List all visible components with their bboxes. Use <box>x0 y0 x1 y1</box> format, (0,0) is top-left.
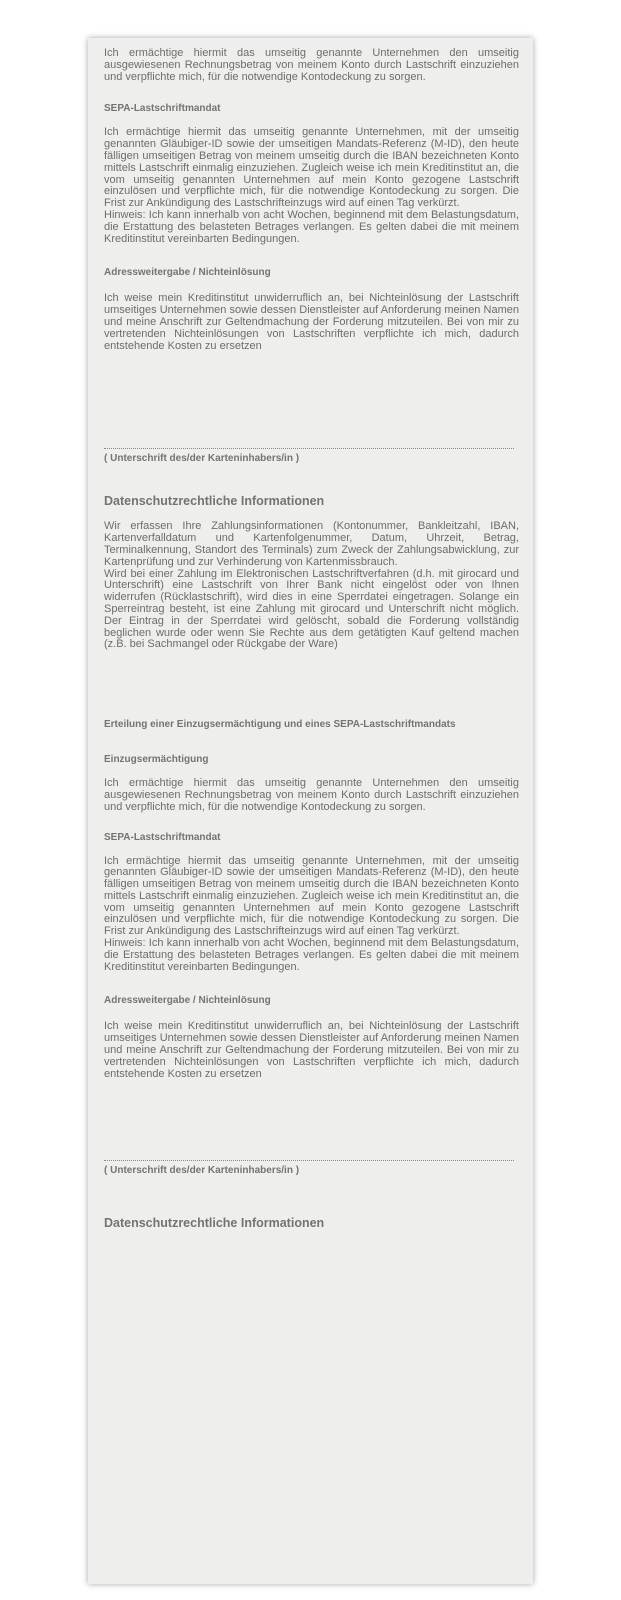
privacy-title-2: Datenschutzrechtliche Informationen <box>104 1216 325 1231</box>
hinweis-text-1: Hinweis: Ich kann innerhalb von acht Wochen, beginnend mit dem Belastungsdatum, die Erstattung des belasteten Betrages verlangen. Es gelten dabei die mit meinem Kreditinstitut vereinbarten Bedingungen. <box>104 208 519 245</box>
privacy-text-1a: Wir erfassen Ihre Zahlungsinformationen (Kontonummer, Bankleitzahl, IBAN, Kartenverfalldatum und Kartenfolgenummer, Datum, Uhrzeit, Betrag, Terminalkennung, Standort des Terminals) zum Zweck der Zahlungsabwicklung, zur Kartenprüfung und zur Verhinderung von Kartenmissbrauch. <box>104 520 519 568</box>
hinweis-text-2: Hinweis: Ich kann innerhalb von acht Wochen, beginnend mit dem Belastungsdatum, die Erstattung des belasteten Betrages verlangen. Es gelten dabei die mit meinem Kreditinstitut vereinbarten Bedingungen. <box>104 937 519 973</box>
einzug-text-1: Ich ermächtige hiermit das umseitig genannte Unternehmen den umseitig ausgewiesenen Rechnungsbetrag von meinem Konto durch Lastschrift einzuziehen und verpflichte mich, für die notwendige Kontodeckung zu sorgen. <box>104 47 519 83</box>
einzug-title-2: Einzugsermächtigung <box>104 754 209 766</box>
receipt-paper <box>88 38 533 1584</box>
adress-text-2: Ich weise mein Kreditinstitut unwiderruflich an, bei Nichteinlösung der Lastschrift umseitiges Unternehmen sowie dessen Dienstleister auf Anforderung meinen Namen und meine Anschrift zur Geltendmachung der Forderung mitzuteilen. Bei von mir zu vertretenden Nichteinlösungen von Lastschriften verpflichte ich mich, dadurch entstehende Kosten zu ersetzen <box>104 1020 519 1080</box>
einzug-text-2: Ich ermächtige hiermit das umseitig genannte Unternehmen den umseitig ausgewiesenen Rechnungsbetrag von meinem Konto durch Lastschrift einzuziehen und verpflichte mich, für die notwendige Kontodeckung zu sorgen. <box>104 777 519 813</box>
adress-title-1: Adressweitergabe / Nichteinlösung <box>104 267 271 279</box>
signature-line-2 <box>104 1160 514 1161</box>
signature-line-1 <box>104 448 514 449</box>
sepa-title-2: SEPA-Lastschriftmandat <box>104 831 221 843</box>
adress-text-1: Ich weise mein Kreditinstitut unwiderruflich an, bei Nichteinlösung der Lastschrift umseitiges Unternehmen sowie dessen Dienstleister auf Anforderung meinen Namen und meine Anschrift zur Geltendmachung der Forderung mitzuteilen. Bei von mir zu vertretenden Nichteinlösungen von Lastschriften verpflichte ich mich, dadurch entstehende Kosten zu ersetzen <box>104 292 519 352</box>
sepa-text-1: Ich ermächtige hiermit das umseitig genannte Unternehmen, mit der umseitig genannten Gläubiger-ID sowie der umseitigen Mandats-Referenz (M-ID), den heute fälligen umseitigen Betrag von meinem umseitig durch die IBAN bezeichneten Konto mittels Lastschrift einmalig einzuziehen. Zugleich weise ich mein Kreditinstitut an, die vom umseitig genannten Unternehmen auf mein Konto gezogene Lastschrift einzulösen und verpflichte mich, für die notwendige Kontodeckung zu sorgen. Die Frist zur Ankündigung des Lastschrifteinzugs wird auf einen Tag verkürzt. <box>104 126 519 210</box>
sepa-text-2: Ich ermächtige hiermit das umseitig genannte Unternehmen, mit der umseitig genannten Gläubiger-ID sowie der umseitigen Mandats-Referenz (M-ID), den heute fälligen umseitigen Betrag von meinem umseitig durch die IBAN bezeichneten Konto mittels Lastschrift einmalig einzuziehen. Zugleich weise ich mein Kreditinstitut an, die vom umseitig genannten Unternehmen auf mein Konto gezogene Lastschrift einzulösen und verpflichte mich, für die notwendige Kontodeckung zu sorgen. Die Frist zur Ankündigung des Lastschrifteinzugs wird auf einen Tag verkürzt. <box>104 854 519 938</box>
privacy-title-1: Datenschutzrechtliche Informationen <box>104 494 325 509</box>
sepa-title-1: SEPA-Lastschriftmandat <box>104 103 221 115</box>
mandate-main-title: Erteilung einer Einzugsermächtigung und eines SEPA-Lastschriftmandats <box>104 719 456 731</box>
privacy-text-1b: Wird bei einer Zahlung im Elektronischen Lastschriftverfahren (d.h. mit girocard und Unterschrift) eine Lastschrift von Ihrer Bank nicht eingelöst oder von Ihnen widerrufen (Rücklastschrift), wird dies in eine Sperrdatei eingetragen. Solange ein Sperreintrag besteht, ist eine Zahlung mit girocard und Unterschrift nicht möglich. Der Eintrag in der Sperrdatei wird gelöscht, sobald die Forderung vollständig beglichen wurde oder wenn Sie Rechte aus dem getätigten Kauf geltend machen (z.B. bei Sachmangel oder Rückgabe der Ware) <box>104 567 519 651</box>
adress-title-2: Adressweitergabe / Nichteinlösung <box>104 995 271 1007</box>
signature-label-1: ( Unterschrift des/der Karteninhabers/in ) <box>104 453 300 465</box>
signature-label-2: ( Unterschrift des/der Karteninhabers/in ) <box>104 1165 300 1177</box>
